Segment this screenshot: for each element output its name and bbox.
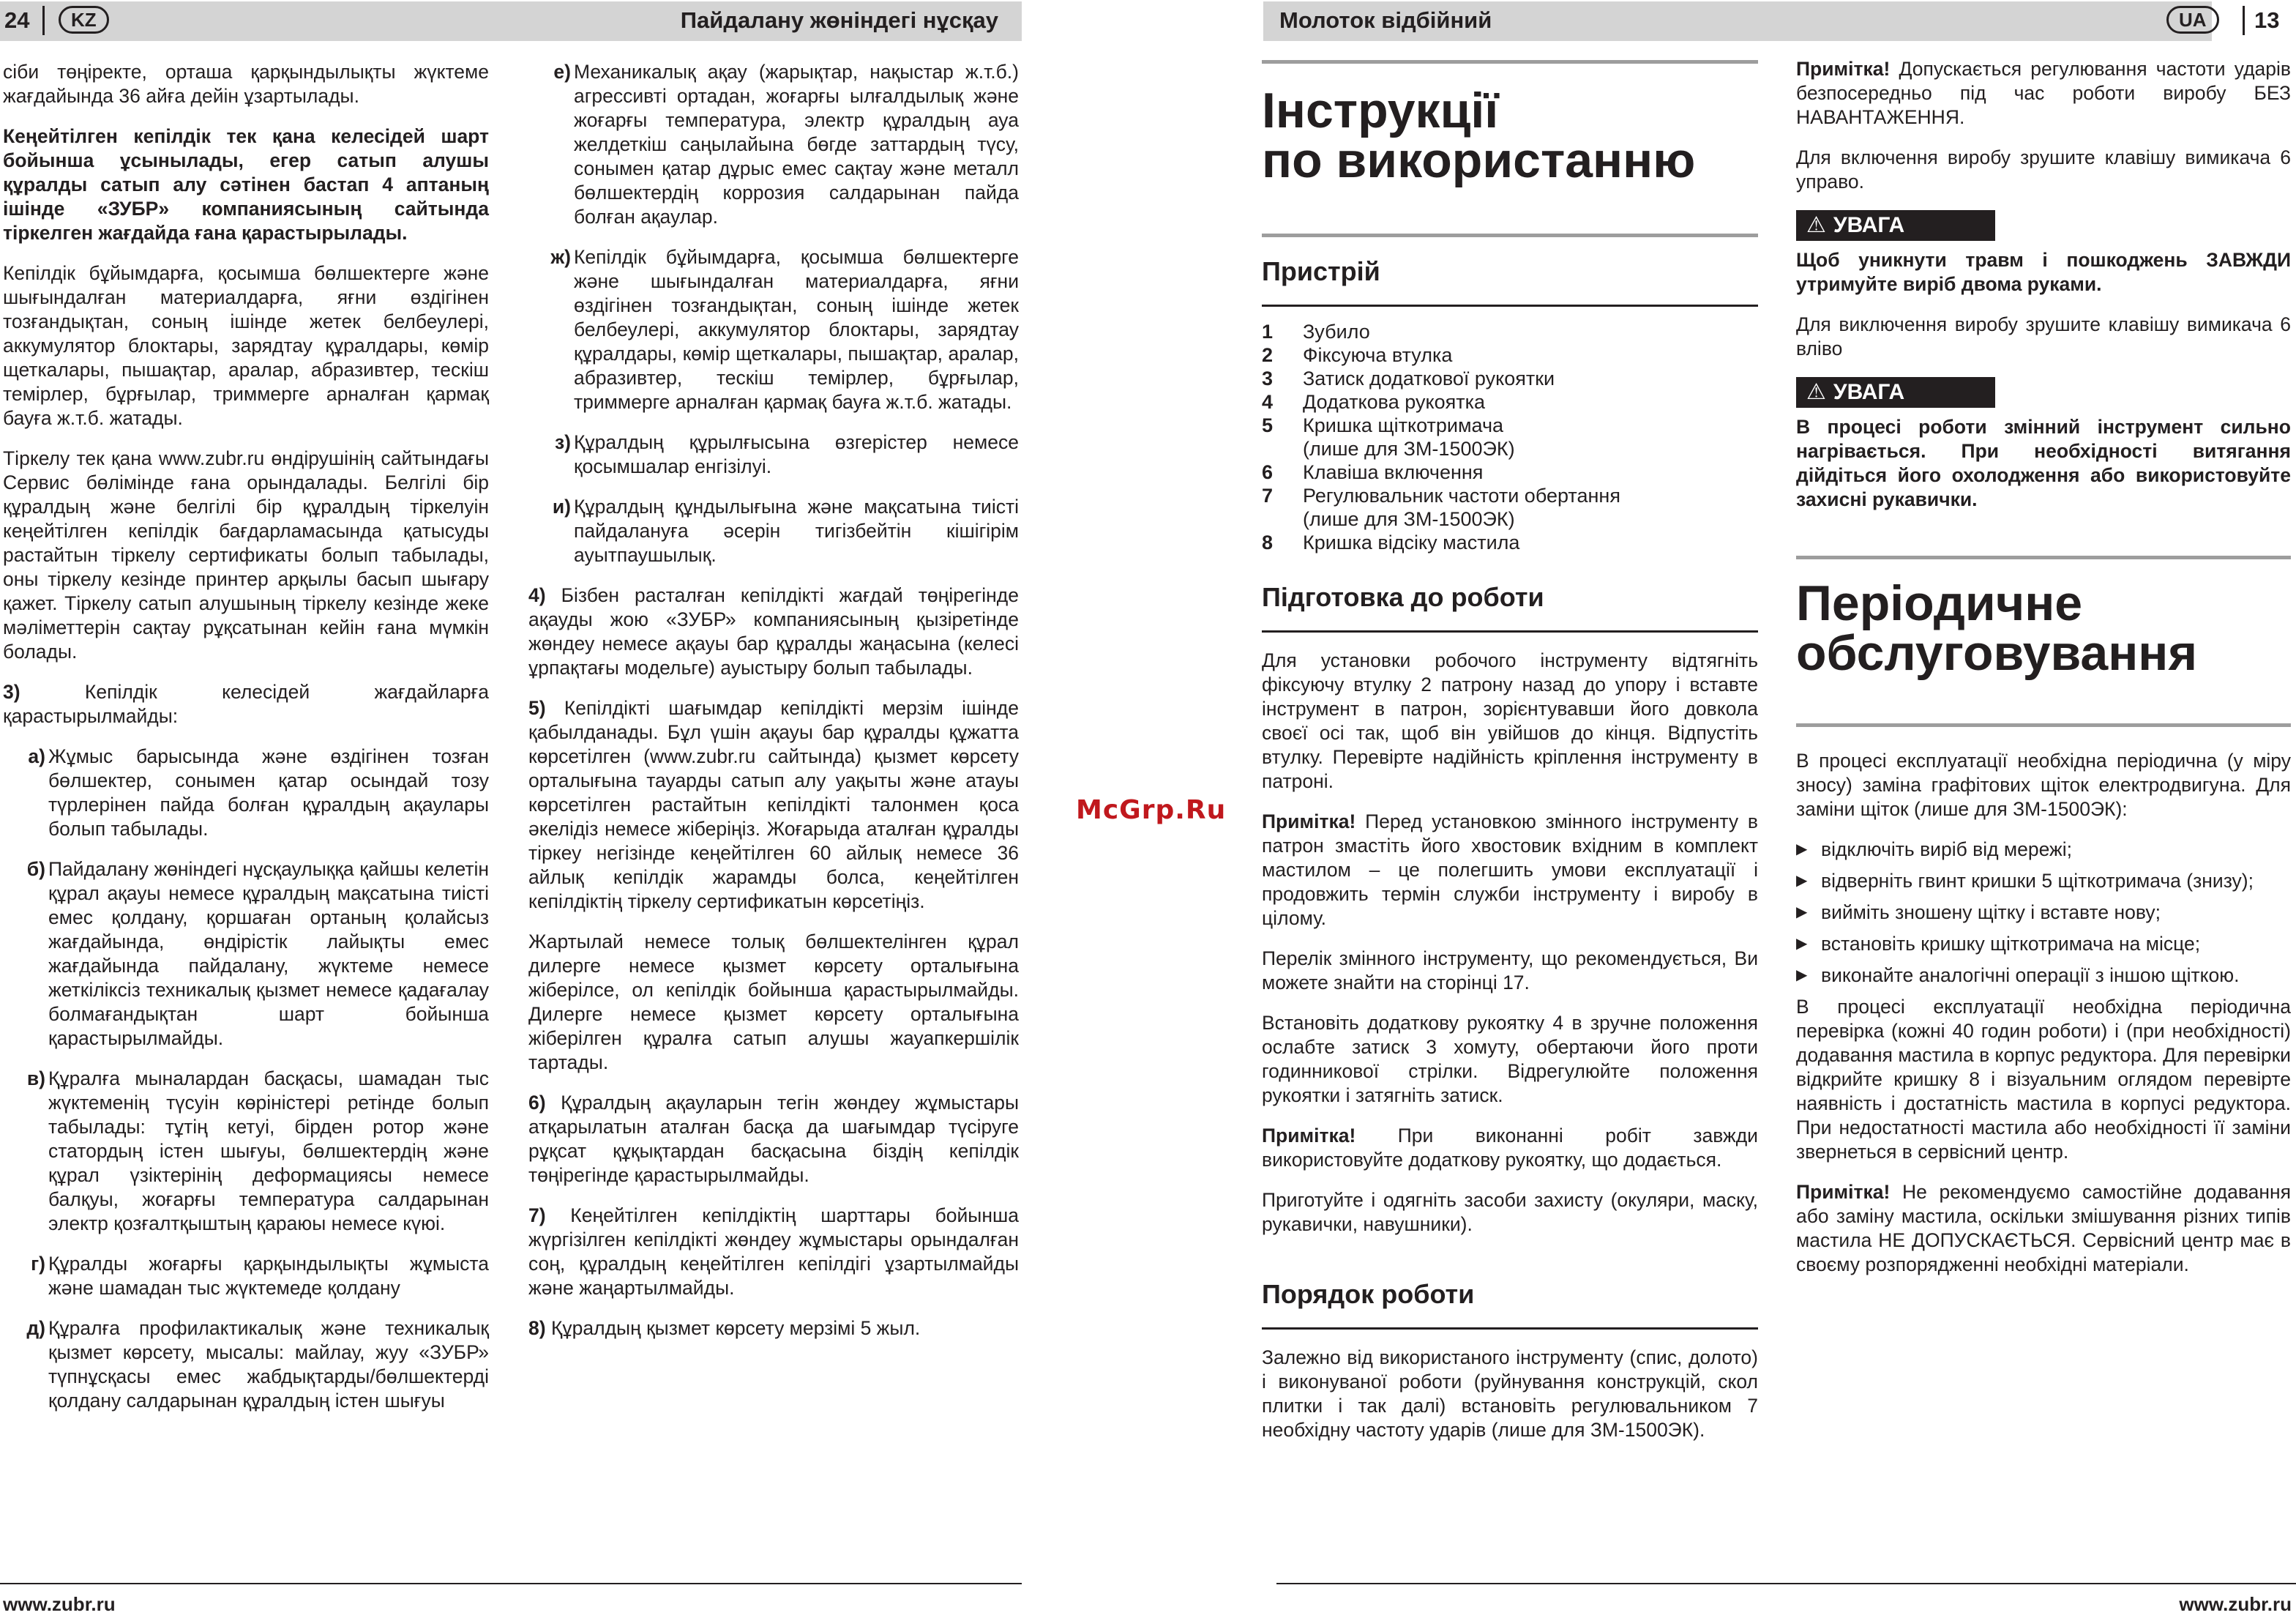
list-text: Пайдалану жөніндегі нұсқаулыққа қайшы келетін құрал ақауы немесе құралдың мақсатына тиісті емес қолдану, қоршаған ортаның қолайсыз жағдайында, өндірістік лайықты емес жағдайында пайдалану, жүктеме немесе жеткіліксіз техникалық қызмет немесе қадағалау болмағандықтан шарт бойынша қарастырылмайды.: [48, 858, 489, 1049]
list-item: [3, 857, 489, 1051]
maint-p3: [1796, 1180, 2291, 1277]
kz-c2-p7-text: Құралдың ақауларын тегін жөндеу жұмыстары атқарылатын аталған басқа да шағымдар түсіруге рұқсат құқықтардан басқасына біздің кепілдік төңірегінде қарастырылмайды.: [528, 1092, 1019, 1186]
list-item: [528, 495, 1019, 567]
device-num: [1262, 437, 1303, 461]
list-item: [1262, 343, 1758, 367]
list-marker: в): [26, 1067, 45, 1089]
kz-p4: Тіркелу тек қана www.zubr.ru өндірушінің сайтындағы Сервис бөлімінде ғана орындалады. Белгілі бір құралдың және белгілі бір құралдың тіркелуін кеңейтілген кепілдік бағдарламасында қатысуды растайтын тіркелу сертификаты болып табылады, оны тіркелу кезінде принтер арқылы басып шығару қажет. Тіркелу сатып алушының тіркелу кезінде жеке мәліметтерін сақтау рұқсатынан кейін ғана мүмкін болады.: [3, 447, 489, 663]
left-header-title: Пайдалану жөніндегі нұсқау: [680, 7, 998, 33]
device-label: Зубило: [1303, 321, 1370, 343]
title-rule-bottom: [1262, 234, 1758, 237]
list-item: [1262, 320, 1758, 343]
kz-c2-p7: [528, 1091, 1019, 1188]
list-item: [3, 1316, 489, 1413]
list-item: [1262, 461, 1758, 484]
list-item: [1262, 531, 1758, 554]
kz-c2-p5-text: Кепілдікті шағымдар кепілдікті мерзім ішінде қабылданады. Бұл үшін ақауы бар құралды құжатта көрсетілген (www.zubr.ru сайтында) қызмет көрсету орталығына тауарды сатып алу уақыты және атауы көрсетілген растайтын кепілдікті талонмен қоса әкелідіз немесе жіберіңіз. Жоғарыда аталған құралды тіркеу негізінде кеңейтілген 60 айлық немесе 36 айлық кепілдік жарамды болса, кеңейтілген кепілдіктің тіркелу сертификатын көрсетіңіз.: [528, 697, 1019, 912]
device-label: Кришка відсіку мастила: [1303, 532, 1520, 553]
p-switch-off: Для виключення виробу зрушите клавішу вимикача 6 вліво: [1796, 313, 2291, 359]
triangle-bullet-icon: ▶: [1796, 936, 1808, 952]
device-num: 7: [1262, 485, 1274, 507]
list-item: [3, 1067, 489, 1236]
list-marker: а): [28, 745, 45, 767]
kz-p2: Кеңейтілген кепілдік тек қана келесідей шарт бойынша ұсынылады, егер сатып алушы құралды сатып алу сәтінен бастап 4 аптаның ішінде «ЗУБР» компаниясының сайтында тіркелген жағдайда ғана қарастырылады.: [3, 125, 489, 244]
list-item: [528, 430, 1019, 479]
device-num: 1: [1262, 321, 1274, 343]
list-marker: е): [553, 61, 571, 83]
p-switch-on: Для включення виробу зрушите клавішу вимикача 6 управо.: [1796, 146, 2291, 193]
right-page-number: 13: [2254, 7, 2280, 33]
prep-p5-text: При виконанні робіт завжди використовуйте додаткову рукоятку, що додається.: [1262, 1125, 1758, 1171]
triangle-bullet-icon: ▶: [1796, 841, 1808, 857]
device-num: 2: [1262, 344, 1274, 366]
note-label: Примітка!: [1262, 810, 1356, 832]
triangle-bullet-icon: ▶: [1796, 873, 1808, 889]
note1: [1796, 57, 2291, 130]
kz-c2-p8-num: 7): [528, 1204, 546, 1226]
kz-p5-num: 3): [3, 681, 20, 703]
device-num: 8: [1262, 532, 1274, 553]
warning-label: УВАГА: [1833, 380, 1905, 404]
prep-p6: Приготуйте і одягніть засоби захисту (окуляри, маску, рукавички, навушники).: [1262, 1189, 1758, 1235]
list-item: [1262, 484, 1758, 507]
left-column-1: [3, 60, 489, 1429]
instructions-title-line2: по використанню: [1262, 133, 1696, 188]
right-footer-url[interactable]: www.zubr.ru: [2179, 1593, 2292, 1615]
list-item: [1796, 869, 2291, 893]
device-label: Додаткова рукоятка: [1303, 391, 1485, 413]
list-item: [1262, 437, 1758, 461]
list-text: Кепілдік бұйымдарға, қосымша бөлшектерге және шығындалған материалдарға, яғни өздігінен тозғандықтан, соның ішінде жетек белбеулері, аккумулятор блоктары, зарядтау құралдары, көмір щеткалары, пышақтар, аралар, абразивтер, тескіш темірлер, бұрғылар, триммерге арналған қармақ бауға ж.т.б. жатады.: [574, 246, 1019, 413]
list-text: Құралға мыналардан басқасы, шамадан тыс жүктеменің түсуін көріністері ретінде болып табылады: тұтің кетуі, бірден ротор және статордың істен шығуы, бөлшектердің және құрал үзіктерінің деформациясы немесе балқуы, жоғарғы температура салдарынан электр қозғалтқыштың қараюы немесе күюі.: [48, 1067, 489, 1234]
kz-c2-p7-num: 6): [528, 1092, 546, 1114]
list-item: [1796, 932, 2291, 956]
prep-p4: Встановіть додаткову рукоятку 4 в зручне положення ослабте затиск 3 хомуту, обертаючи його проти годинникової стрілки. Відрегулюйте положення рукоятки і затягніть затиск.: [1262, 1012, 1758, 1106]
order-heading-rule: [1262, 1327, 1758, 1330]
bullet-text: встановіть кришку щіткотримача на місце;: [1821, 933, 2201, 955]
maint-title-line1: Періодичне: [1796, 575, 2083, 631]
warning-text-1: Щоб уникнути травм і пошкоджень ЗАВЖДИ утримуйте виріб двома руками.: [1796, 249, 2291, 295]
kz-c2-p8: [528, 1204, 1019, 1300]
prep-p2: [1262, 810, 1758, 931]
kz-p5-text: Кепілдік келесідей жағдайларға қарастырылмайды:: [3, 681, 489, 727]
device-label: (лише для ЗМ-1500ЭК): [1303, 508, 1515, 530]
kz-p1: сіби төңіректе, орташа қарқындылықты жүктеме жағдайында 36 айға дейін ұзартылады.: [3, 61, 489, 107]
title-rule-top: [1262, 60, 1758, 64]
prep-heading: Підготовка до роботи: [1262, 582, 1544, 612]
prep-heading-rule: [1262, 630, 1758, 633]
list-item: [1796, 963, 2291, 988]
maint-title-line2: обслуговування: [1796, 625, 2198, 681]
list-text: Жұмыс барысында және өздігінен тозған бөлшектер, сонымен қатар осындай тозу түрлерінен пайда болған құралдың ақаулары болып табылады.: [48, 745, 489, 840]
left-lang-badge: KZ: [59, 6, 109, 34]
list-item: [1796, 901, 2291, 925]
list-item: [3, 745, 489, 841]
right-header-title: Молоток відбійний: [1279, 7, 1492, 33]
prep-p3: Перелік змінного інструменту, що рекомендується, Ви можете знайти на сторінці 17.: [1262, 947, 1758, 993]
kz-c2-p9: [528, 1316, 1019, 1341]
device-label: (лише для ЗМ-1500ЭК): [1303, 438, 1515, 460]
note-label: Примітка!: [1796, 58, 1891, 80]
bullet-text: виконайте аналогічні операції з іншою щіткою.: [1821, 964, 2240, 986]
list-item: [528, 60, 1019, 229]
warning-text-2: В процесі роботи змінний інструмент сильно нагрівається. При необхідності витягання дійдіться його охолодження або використовуйте захисні рукавички.: [1796, 416, 2291, 510]
kz-c2-p9-num: 8): [528, 1317, 546, 1339]
device-label: Регулювальник частоти обертання: [1303, 485, 1620, 507]
left-footer-rule: [0, 1583, 1022, 1584]
warning-badge: [1796, 377, 1995, 408]
kz-c2-p9-text: Құралдың қызмет көрсету мерзімі 5 жыл.: [550, 1317, 921, 1339]
order-heading: Порядок роботи: [1262, 1279, 1475, 1309]
triangle-bullet-icon: ▶: [1796, 904, 1808, 920]
device-heading-rule: [1262, 305, 1758, 307]
kz-c2-p4: [528, 584, 1019, 680]
device-heading: Пристрій: [1262, 256, 1380, 286]
list-text: Құралды жоғарғы қарқындылықты жұмыста және шамадан тыс жүктемеде қолдану: [48, 1253, 489, 1299]
right-column-1: [1262, 60, 1758, 1458]
device-label: Клавіша включення: [1303, 461, 1484, 483]
warning-badge: [1796, 210, 1995, 241]
kz-p5: [3, 680, 489, 728]
warning-icon: ⚠: [1806, 380, 1826, 404]
list-item: [528, 245, 1019, 414]
right-lang-badge: UA: [2166, 6, 2219, 34]
bullet-text: вийміть зношену щітку і вставте нову;: [1821, 901, 2161, 923]
left-page-number: 24: [4, 7, 30, 33]
kz-p3: Кепілдік бұйымдарға, қосымша бөлшектерге және шығындалған материалдарға, яғни өздігінен тозғандықтан, соның ішінде жетек белбеулері, аккумулятор блоктары, зарядтау құралдары, көмір щеткалары, пышақтар, аралар, абразивтер, тескіш темірлер, бұрғылар, триммерге арналған қармақ бауға ж.т.б. жатады.: [3, 262, 489, 429]
maint-rule-bottom: [1796, 723, 2291, 727]
list-item: [1262, 390, 1758, 414]
kz-c2-p8-text: Кеңейтілген кепілдіктің шарттары бойынша жүргізілген кепілдікті жөндеу жұмыстары орындалған соң, құралдың кеңейтілген кепілдігі ұзартылмайды және жаңартылмайды.: [528, 1204, 1019, 1299]
left-column-2: [528, 60, 1019, 1357]
triangle-bullet-icon: ▶: [1796, 967, 1808, 983]
list-item: [1796, 838, 2291, 862]
device-list: [1262, 320, 1758, 554]
list-marker: з): [555, 431, 571, 453]
left-footer-url[interactable]: www.zubr.ru: [3, 1593, 116, 1615]
prep-p2-text: Перед установкою змінного інструменту в патрон змастіть його хвостовик вхідним в комплект мастилом – це полегшить умови експлуатації і продовжить термін служби інструменту і виробу в цілому.: [1262, 810, 1758, 929]
note-label: Примітка!: [1796, 1181, 1891, 1203]
device-num: [1262, 507, 1303, 531]
device-label: Затиск додаткової рукоятки: [1303, 368, 1555, 389]
device-label: Фіксуюча втулка: [1303, 344, 1453, 366]
kz-c2-p4-num: 4): [528, 584, 546, 606]
left-number-divider: [42, 6, 45, 35]
right-number-divider: [2243, 6, 2245, 35]
list-marker: г): [31, 1253, 45, 1275]
list-text: Құралдың құрылғысына өзгерістер немесе қосымшалар енгізілуі.: [574, 431, 1019, 477]
warning-label: УВАГА: [1833, 213, 1905, 237]
bullet-text: відключіть виріб від мережі;: [1821, 838, 2073, 860]
list-item: [1262, 414, 1758, 437]
order-p1: Залежно від використаного інструменту (спис, долото) і виконуваної роботи (руйнування конструкцій, скол плитки і так далі) встановіть регулювальником 7 необхідну частоту ударів (лише для ЗМ-1500ЭК).: [1262, 1346, 1758, 1441]
kz-c2-p6: Жартылай немесе толық бөлшектелінген құрал дилерге немесе қызмет көрсету орталығына жіберілсе, ол кепілдік бойынша қарастырылмайды. Дилерге немесе қызмет көрсету орталығына жіберілген құралға сатып алушы жауапкершілік тартады.: [528, 931, 1019, 1073]
device-num: 3: [1262, 368, 1274, 389]
list-item: [1262, 367, 1758, 390]
maint-p3-text: Не рекомендуємо самостійне додавання або заміну мастила, оскільки змішування різних типів мастила НЕ ДОПУСКАЄТЬСЯ. Сервісний центр має в своєму розпорядженні необхідні матеріали.: [1796, 1181, 2291, 1275]
list-text: Механикалық ақау (жарықтар, нақыстар ж.т.б.) агрессивті ортадан, жоғарғы ылғалдылық және жоғарғы температура, электр құралдың ауа желдеткіш саңылайына бөгде заттардың түсу, сонымен қатар дұрыс емес сақтау және металл бөлшектердің коррозия салдарынан пайда болған ақаулар.: [574, 61, 1019, 228]
instructions-title-line1: Інструкції: [1262, 83, 1499, 138]
device-num: 5: [1262, 414, 1274, 436]
kz-c2-p5-num: 5): [528, 697, 546, 719]
device-label: Кришка щіткотримача: [1303, 414, 1504, 436]
device-num: 6: [1262, 461, 1274, 483]
kz-c2-p5: [528, 696, 1019, 914]
right-column-2: [1796, 57, 2291, 1293]
note1-text: Допускається регулювання частоти ударів безпосередньо під час роботи виробу БЕЗ НАВАНТАЖЕННЯ.: [1796, 58, 2291, 128]
warning-icon: ⚠: [1806, 213, 1826, 237]
list-item: [1262, 507, 1758, 531]
device-num: 4: [1262, 391, 1274, 413]
maint-p2: В процесі експлуатації необхідна періодична перевірка (кожні 40 годин роботи) і (при необхідності) додавання мастила в корпус редуктора. Для перевірки відкрийте кришку 8 і візуальним оглядом перевірте наявність і достатність мастила в корпусі редуктора. При недостатності мастила або необхідності її заміни звернеться в сервісний центр.: [1796, 996, 2291, 1163]
prep-p5: [1262, 1124, 1758, 1172]
bullet-text: відверніть гвинт кришки 5 щіткотримача (знизу);: [1821, 870, 2254, 892]
right-footer-rule: [1276, 1583, 2296, 1584]
maint-p1: В процесі експлуатації необхідна періодична (у міру зносу) заміна графітових щіток електродвигуна. Для заміни щіток (лише для ЗМ-1500ЭК):: [1796, 750, 2291, 820]
maint-rule-top: [1796, 556, 2291, 559]
list-marker: ж): [550, 246, 571, 268]
note-label: Примітка!: [1262, 1125, 1356, 1147]
prep-p1: Для установки робочого інструменту відтягніть фіксуючу втулку 2 патрону назад до упору і вставте інструмент в патрон, зорієнтувавши його довкола своєї осі так, щоб він увійшов до кінця. Відпустіть втулку. Перевірте надійність кріплення інструменту в патроні.: [1262, 649, 1758, 792]
kz-c2-p4-text: Бізбен расталған кепілдікті жағдай төңірегінде ақауды жою «ЗУБР» компаниясының қызіретінде жөндеу немесе ақауы бар құралды жаңасына (келесі ұрпақтағы модельге) ауыстыру болып табылады.: [528, 584, 1019, 679]
list-marker: б): [26, 858, 45, 880]
watermark: McGrp.Ru: [1076, 795, 1227, 825]
list-text: Құралға профилактикалық және техникалық қызмет көрсету, мысалы: майлау, жуу «ЗУБР» түпнұсқасы емес жабдықтарды/бөлшектерді қолдану салдарынан құралдың істен шығуы: [48, 1317, 489, 1412]
list-marker: д): [26, 1317, 45, 1339]
list-text: Құралдың құндылығына және мақсатына тиісті пайдалануға әсерін тигізбейтін кішігірім ауытпаушылық.: [574, 496, 1019, 566]
list-marker: и): [552, 496, 571, 518]
list-item: [3, 1252, 489, 1300]
